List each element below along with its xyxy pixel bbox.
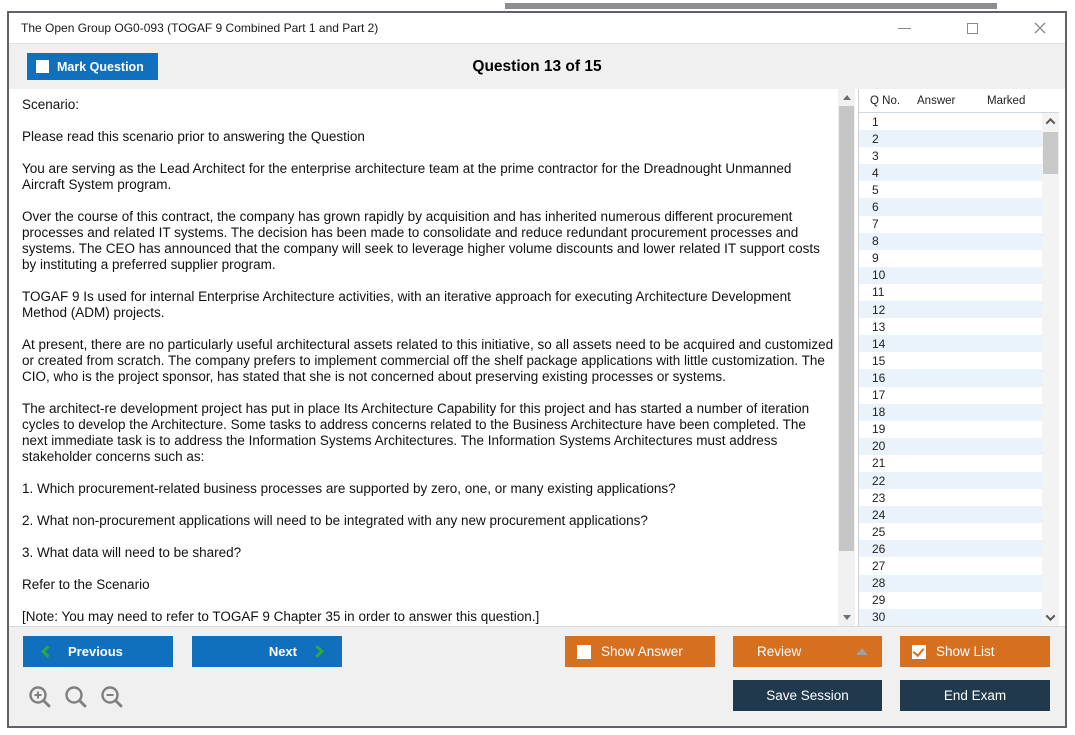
question-row[interactable]: [859, 233, 1043, 250]
show-answer-checkbox-icon: [577, 645, 591, 659]
list-scrollbar-thumb[interactable]: [1043, 132, 1058, 174]
close-icon: [1034, 22, 1046, 34]
chevron-down-icon: [1046, 611, 1056, 621]
question-number: 30: [872, 610, 886, 625]
previous-label: Previous: [68, 644, 123, 659]
zoom-in-icon[interactable]: [27, 685, 53, 711]
question-row[interactable]: [859, 609, 1043, 626]
save-session-label: Save Session: [766, 688, 849, 703]
question-row[interactable]: [859, 216, 1043, 233]
scenario-paragraph: You are serving as the Lead Architect for the enterprise architecture team at the prime contractor for the Dreadnought Unmanned Aircraft System program.: [22, 161, 792, 192]
background-window-edge: [505, 3, 997, 9]
question-row[interactable]: [859, 198, 1043, 215]
question-list: [859, 113, 1043, 626]
show-list-button[interactable]: [900, 636, 1050, 667]
question-row[interactable]: [859, 181, 1043, 198]
question-row[interactable]: [859, 438, 1043, 455]
question-number: 29: [872, 593, 886, 608]
previous-button[interactable]: [23, 636, 173, 667]
question-row[interactable]: [859, 352, 1043, 369]
question-row[interactable]: [859, 250, 1043, 267]
mark-question-button[interactable]: [27, 53, 158, 80]
minimize-button[interactable]: [893, 17, 915, 39]
question-row[interactable]: [859, 301, 1043, 318]
question-row[interactable]: [859, 506, 1043, 523]
question-number: 11: [872, 285, 885, 300]
question-number: 25: [872, 524, 886, 539]
question-list-scrollbar[interactable]: [1042, 113, 1059, 626]
question-row[interactable]: [859, 147, 1043, 164]
maximize-icon: [967, 23, 978, 34]
question-row[interactable]: [859, 335, 1043, 352]
triangle-down-icon: [843, 615, 851, 620]
scenario-paragraph: [Note: You may need to refer to TOGAF 9 Chapter 35 in order to answer this question.]: [22, 609, 540, 624]
scenario-paragraph: Please read this scenario prior to answering the Question: [22, 129, 365, 144]
question-row[interactable]: [859, 455, 1043, 472]
close-button[interactable]: [1029, 17, 1051, 39]
show-answer-button[interactable]: [565, 636, 715, 667]
chevron-up-icon: [1046, 118, 1056, 128]
scenario-text: [9, 89, 838, 626]
question-number: 21: [872, 456, 886, 471]
minimize-icon: [898, 28, 911, 29]
question-row[interactable]: [859, 387, 1043, 404]
list-scroll-up-button[interactable]: [1042, 113, 1059, 130]
show-list-label: Show List: [936, 644, 995, 659]
question-number: 13: [872, 319, 886, 334]
question-row[interactable]: [859, 267, 1043, 284]
question-row[interactable]: [859, 284, 1043, 301]
main-scrollbar[interactable]: [838, 89, 855, 626]
list-scroll-down-button[interactable]: [1042, 609, 1059, 626]
scenario-paragraph: 1. Which procurement-related business processes are supported by zero, one, or many existing applications?: [22, 481, 676, 496]
column-header-marked: Marked: [987, 94, 1026, 107]
question-number: 16: [872, 370, 886, 385]
scroll-down-button[interactable]: [838, 609, 855, 626]
question-number: 8: [872, 234, 879, 249]
save-session-button[interactable]: [733, 680, 882, 711]
question-row[interactable]: [859, 369, 1043, 386]
question-number: 18: [872, 405, 886, 420]
question-number: 1: [872, 114, 879, 129]
question-number: 12: [872, 302, 886, 317]
question-row[interactable]: [859, 472, 1043, 489]
question-number: 4: [872, 165, 879, 180]
question-number: 28: [872, 576, 886, 591]
column-header-qno: Q No.: [870, 94, 901, 107]
question-number: 19: [872, 422, 886, 437]
show-answer-label: Show Answer: [601, 644, 683, 659]
question-number: 22: [872, 473, 886, 488]
question-header-bar: [9, 43, 1065, 89]
scenario-paragraph: Scenario:: [22, 97, 80, 112]
title-bar: [9, 13, 1065, 43]
mark-question-label: Mark Question: [57, 59, 144, 74]
next-button[interactable]: [192, 636, 342, 667]
triangle-up-icon: [856, 648, 868, 655]
maximize-button[interactable]: [961, 17, 983, 39]
question-number: 23: [872, 490, 886, 505]
question-row[interactable]: [859, 540, 1043, 557]
question-number: 9: [872, 251, 879, 266]
scenario-paragraph: 3. What data will need to be shared?: [22, 545, 242, 560]
question-counter: Question 13 of 15: [472, 58, 602, 75]
exam-window: [7, 11, 1067, 728]
question-number: 7: [872, 217, 879, 232]
zoom-out-icon[interactable]: [99, 685, 125, 711]
scroll-up-button[interactable]: [838, 89, 855, 106]
question-row[interactable]: [859, 404, 1043, 421]
window-title: The Open Group OG0-093 (TOGAF 9 Combined Part 1 and Part 2): [21, 21, 379, 35]
end-exam-label: End Exam: [943, 688, 1007, 703]
question-row[interactable]: [859, 113, 1043, 130]
triangle-up-icon: [843, 95, 851, 100]
question-number: 6: [872, 200, 879, 215]
question-row[interactable]: [859, 489, 1043, 506]
scenario-paragraph: TOGAF 9 Is used for internal Enterprise Architecture activities, with an iterative approach for executing Architecture Development Method (ADM) projects.: [22, 289, 791, 320]
question-row[interactable]: [859, 557, 1043, 574]
scenario-paragraph: Over the course of this contract, the company has grown rapidly by acquisition and has inherited numerous different procurement processes and related IT systems. The decision has been made to consolidate and reduce redundant procurement processes and systems. The CEO has announced that the company will seek to leverage higher volume discounts and lower related IT support costs by instituting a preferred supplier program.: [22, 209, 820, 272]
question-row[interactable]: [859, 421, 1043, 438]
question-number: 17: [872, 388, 886, 403]
chevron-left-icon: [41, 645, 54, 658]
question-row[interactable]: [859, 130, 1043, 147]
question-number: 15: [872, 353, 886, 368]
question-list-panel: [858, 89, 1059, 626]
question-row[interactable]: [859, 592, 1043, 609]
mark-question-checkbox-icon: [36, 60, 49, 73]
zoom-reset-icon[interactable]: [63, 685, 89, 711]
question-number: 3: [872, 148, 879, 163]
scenario-paragraph: The architect-re development project has put in place Its Architecture Capability for this project and has started a number of iteration cycles to develop the Architecture. Some tasks to address concerns related to the Business Architecture have been completed. The next immediate task is to address the Information Systems Architectures. The Information Systems Architectures must address stakeholder concerns such as:: [22, 401, 810, 464]
question-number: 2: [872, 131, 879, 146]
question-number: 27: [872, 558, 886, 573]
chevron-right-icon: [311, 645, 324, 658]
main-scrollbar-thumb[interactable]: [839, 106, 854, 551]
question-number: 24: [872, 507, 886, 522]
show-list-checkbox-icon: [912, 645, 926, 659]
question-list-header: [859, 89, 1059, 113]
question-row[interactable]: [859, 318, 1043, 335]
footer-bar: [9, 626, 1065, 726]
column-header-answer: Answer: [917, 94, 956, 107]
next-label: Next: [268, 644, 297, 659]
question-number: 10: [872, 268, 886, 283]
content-area: [9, 89, 1065, 626]
question-number: 26: [872, 541, 886, 556]
question-number: 5: [872, 182, 879, 197]
review-label: Review: [757, 644, 802, 659]
question-number: 14: [872, 336, 886, 351]
scenario-paragraph: 2. What non-procurement applications will need to be integrated with any new procurement applications?: [22, 513, 648, 528]
scenario-paragraph: At present, there are no particularly useful architectural assets related to this initiative, so all assets need to be acquired and customized or created from scratch. The company prefers to implement commercial off the shelf package applications with little customization. The CIO, who is the project sponsor, has stated that she is not concerned about preserving existing processes or systems.: [22, 337, 834, 384]
question-row[interactable]: [859, 523, 1043, 540]
question-number: 20: [872, 439, 886, 454]
window-controls: [893, 13, 1051, 43]
scenario-paragraph: Refer to the Scenario: [22, 577, 150, 592]
zoom-toolbar: [27, 685, 125, 711]
question-row[interactable]: [859, 575, 1043, 592]
question-row[interactable]: [859, 164, 1043, 181]
review-button[interactable]: [733, 636, 882, 667]
end-exam-button[interactable]: [900, 680, 1050, 711]
